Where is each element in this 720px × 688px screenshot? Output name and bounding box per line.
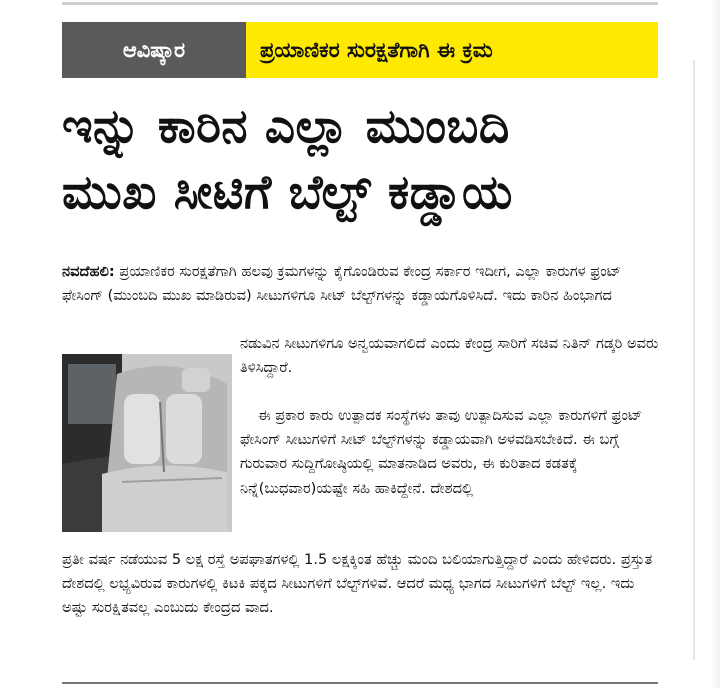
article-paragraph-1 [62, 260, 660, 308]
dateline: ನವದೆಹಲಿ: [62, 263, 115, 280]
page-edge-line [693, 60, 695, 660]
kicker-banner [62, 22, 658, 78]
article-paragraph-1-continued: ನಡುವಿನ ಸೀಟುಗಳಿಗೂ ಅನ್ವಯವಾಗಲಿದೆ ಎಂದು ಕೇಂದ್ರ ಸಾರಿಗೆ ಸಚಿವ ನಿತಿನ್ ಗಡ್ಕರಿ ಅವರು ತಿಳಿಸಿದ್ದಾರೆ. [240, 335, 659, 377]
bottom-rule [62, 682, 658, 684]
headline [62, 94, 662, 226]
top-rule [62, 2, 658, 5]
paragraph-1-text: ಪ್ರಯಾಣಿಕರ ಸುರಕ್ಷತೆಗಾಗಿ ಹಲವು ಕ್ರಮಗಳನ್ನು ಕೈಗೊಂಡಿರುವ ಕೇಂದ್ರ ಸರ್ಕಾರ ಇದೀಗ, ಎಲ್ಲಾ ಕಾರುಗಳ ಫ್ರಂಟ್ ಫೇಸಿಂಗ್ (ಮುಂಬದಿ ಮುಖ ಮಾಡಿರುವ) ಸೀಟುಗಳಿಗೂ ಸೀಟ್ ಬೆಲ್ಟ್‌ಗಳನ್ನು ಕಡ್ಡಾಯಗೊಳಿಸಿದೆ. ಇದು ಕಾರಿನ ಹಿಂಭಾಗದ [62, 263, 622, 305]
headline-line-2: ಮುಖ ಸೀಟಿಗೆ ಬೆಲ್ಟ್ ಕಡ್ಡಾಯ [62, 165, 513, 220]
car-seat-photo [62, 354, 232, 532]
kicker-label: ಆವಿಷ್ಕಾರ [62, 22, 246, 78]
article-paragraph-2: ಈ ಪ್ರಕಾರ ಕಾರು ಉತ್ಪಾದಕ ಸಂಸ್ಥೆಗಳು ತಾವು ಉತ್ಪಾದಿಸುವ ಎಲ್ಲಾ ಕಾರುಗಳಿಗೆ ಫ್ರಂಟ್ ಫೇಸಿಂಗ್ ಸೀಟುಗಳಿಗೆ ಸೀಟ್ ಬೆಲ್ಟ್‌ಗಳನ್ನು ಕಡ್ಡಾಯವಾಗಿ ಅಳವಡಿಸಬೇಕಿದೆ. ಈ ಬಗ್ಗೆ ಗುರುವಾರ ಸುದ್ದಿಗೋಷ್ಠಿಯಲ್ಲಿ ಮಾತನಾಡಿದ ಅವರು, ಈ ಕುರಿತಾದ ಕಡತಕ್ಕೆ ನಿನ್ನೆ(ಬುಧವಾರ)ಯಷ್ಟೇ ಸಹಿ ಹಾಕಿದ್ದೇನೆ. ದೇಶದಲ್ಲಿ [240, 407, 643, 497]
article-paragraph-2-continued: ಪ್ರತೀ ವರ್ಷ ನಡೆಯುವ 5 ಲಕ್ಷ ರಸ್ತೆ ಅಪಘಾತಗಳಲ್ಲಿ 1.5 ಲಕ್ಷಕ್ಕಿಂತ ಹೆಚ್ಚು ಮಂದಿ ಬಲಿಯಾಗುತ್ತಿದ್ದಾರೆ ಎಂದು ಹೇಳಿದರು. ಪ್ರಸ್ತುತ ದೇಶದಲ್ಲಿ ಲಭ್ಯವಿರುವ ಕಾರುಗಳಲ್ಲಿ ಕಿಟಕಿ ಪಕ್ಕದ ಸೀಟುಗಳಿಗೆ ಬೆಲ್ಟ್‌ಗಳಿವೆ. ಆದರೆ ಮಧ್ಯ ಭಾಗದ ಸೀಟುಗಳಿಗೆ ಬೆಲ್ಟ್ ಇಲ್ಲ. ಇದು ಅಷ್ಟು ಸುರಕ್ಷಿತವಲ್ಲ ಎಂಬುದು ಕೇಂದ್ರದ ವಾದ. [62, 551, 653, 617]
kicker-subtitle: ಪ್ರಯಾಣಿಕರ ಸುರಕ್ಷತೆಗಾಗಿ ಈ ಕ್ರಮ [246, 22, 658, 78]
headline-line-1: ಇನ್ನು ಕಾರಿನ ಎಲ್ಲಾ ಮುಂಬದಿ [62, 99, 510, 154]
page-edge [710, 0, 720, 688]
